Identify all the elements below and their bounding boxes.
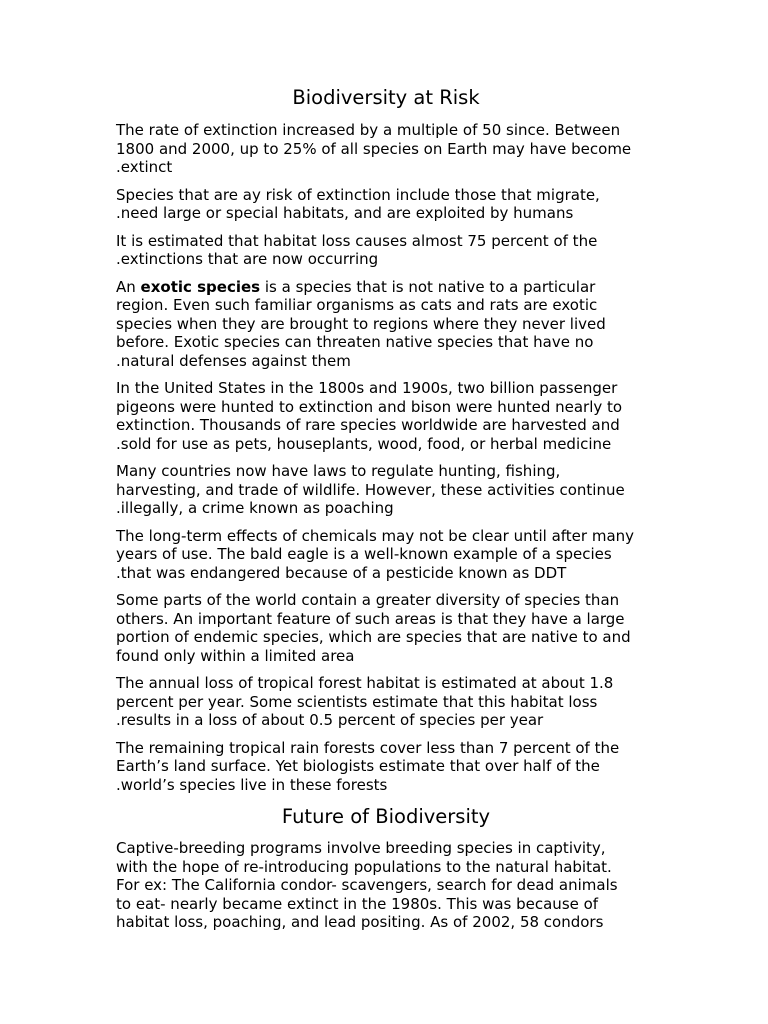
paragraph-endemic — [116, 591, 656, 665]
paragraph-extinction-rate — [116, 121, 656, 177]
text-line: portion of endemic species, which are species that are native to and — [116, 628, 631, 646]
text-line: .that was endangered because of a pesticide known as DDT — [116, 563, 567, 582]
text-line: harvesting, and trade of wildlife. However, these activities continue — [116, 480, 625, 499]
text-line: .need large or special habitats, and are exploited by humans — [116, 204, 574, 222]
text-line: .natural defenses against them — [116, 351, 351, 370]
document-title: Biodiversity at Risk — [292, 86, 480, 109]
text-line: .extinctions that are now occurring — [116, 250, 379, 268]
bold-term: exotic species — [140, 277, 261, 296]
text-line: Some parts of the world contain a greater diversity of species than — [116, 591, 620, 609]
text-line: Captive-breeding programs involve breeding species in captivity, — [116, 839, 606, 857]
text-line: The remaining tropical rain forests cover less than 7 percent of the — [116, 738, 620, 757]
document-page — [116, 84, 656, 941]
text-line: In the United States in the 1800s and 1900s, two billion passenger — [116, 379, 618, 397]
text-line: The annual loss of tropical forest habitat is estimated at about 1.8 — [116, 674, 614, 692]
paragraph-captive-breeding — [116, 839, 656, 932]
text-line: others. An important feature of such areas is that they have a large — [116, 609, 625, 628]
text-run: An — [116, 277, 141, 296]
text-line: pigeons were hunted to extinction and bison were hunted nearly to — [116, 397, 623, 416]
text-line: Earth’s land surface. Yet biologists estimate that over half of the — [116, 757, 600, 775]
text-line: .results in a loss of about 0.5 percent of species per year — [116, 711, 544, 729]
paragraph-hunting — [116, 379, 656, 453]
text-line: Many countries now have laws to regulate hunting, fishing, — [116, 462, 561, 480]
text-line: found only within a limited area — [116, 646, 355, 665]
text-line: It is estimated that habitat loss causes almost 75 percent of the — [116, 231, 598, 250]
text-line: percent per year. Some scientists estimate that this habitat loss — [116, 692, 598, 711]
text-line: before. Exotic species can threaten native species that have no — [116, 333, 594, 351]
text-line: habitat loss, poaching, and lead positing. As of 2002, 58 condors — [116, 913, 604, 931]
text-line: to eat- nearly became extinct in the 1980s. This was because of — [116, 894, 599, 913]
text-line: .world’s species live in these forests — [116, 775, 388, 794]
paragraph-risk-species — [116, 186, 656, 223]
text-line — [116, 278, 656, 297]
text-line: The rate of extinction increased by a multiple of 50 since. Between — [116, 121, 621, 139]
paragraph-chemicals — [116, 527, 656, 583]
paragraph-laws — [116, 462, 656, 518]
text-line: species when they are brought to regions where they never lived — [116, 314, 606, 333]
text-line: The long-term effects of chemicals may not be clear until after many — [116, 526, 635, 545]
paragraph-habitat-loss — [116, 232, 656, 269]
section-heading: Future of Biodiversity — [281, 805, 491, 828]
text-line: extinction. Thousands of rare species worldwide are harvested and — [116, 416, 620, 434]
paragraph-forest-loss — [116, 674, 656, 730]
paragraph-exotic-species — [116, 278, 656, 371]
text-line: .sold for use as pets, houseplants, wood, food, or herbal medicine — [116, 434, 612, 453]
text-line: .extinct — [116, 158, 173, 176]
text-line: with the hope of re-introducing populations to the natural habitat. — [116, 857, 612, 876]
paragraph-rain-forests — [116, 739, 656, 795]
text-line: 1800 and 2000, up to 25% of all species on Earth may have become — [116, 139, 632, 158]
text-line: years of use. The bald eagle is a well-known example of a species — [116, 545, 612, 563]
text-line: .illegally, a crime known as poaching — [116, 499, 394, 517]
text-line: region. Even such familiar organisms as cats and rats are exotic — [116, 296, 598, 314]
text-run: is a species that is not native to a particular — [260, 277, 596, 296]
text-line: For ex: The California condor- scavengers, search for dead animals — [116, 876, 618, 894]
text-line: Species that are ay risk of extinction include those that migrate, — [116, 185, 600, 204]
